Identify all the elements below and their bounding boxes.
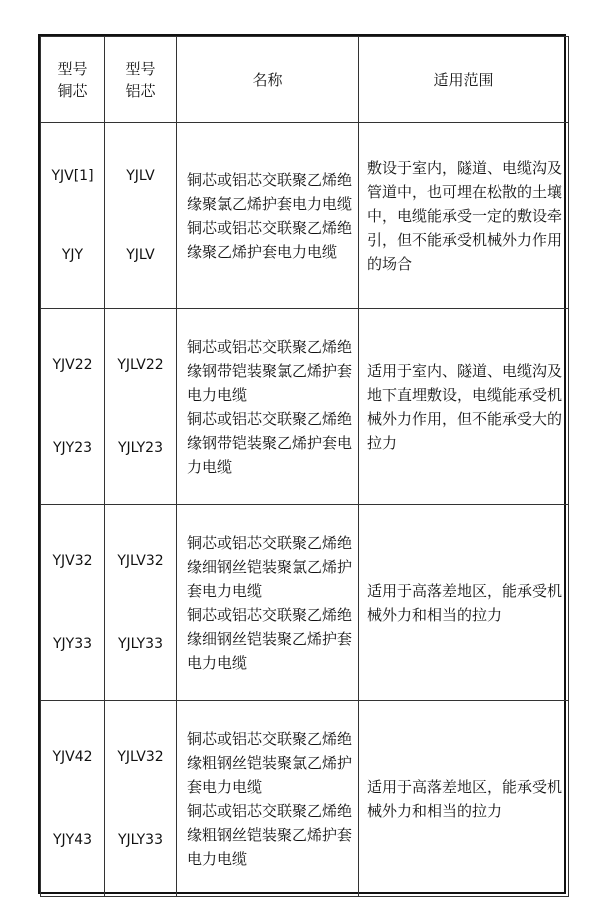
table-row (41, 505, 569, 701)
cable-name: 铜芯或铝芯交联聚乙烯绝缘钢带铠装聚乙烯护套电力电缆 (187, 409, 353, 476)
scope-cell: 敷设于室内，隧道、电缆沟及管道中，也可埋在松散的土壤中，电缆能承受一定的敷设牵引，但不能承受机械外力作用的场合 (359, 123, 569, 309)
header-copper-model-line2: 铜芯 (57, 81, 88, 100)
cable-name: 铜芯或铝芯交联聚乙烯绝缘粗钢丝铠装聚乙烯护套电力电缆 (187, 801, 353, 868)
cable-name: 铜芯或铝芯交联聚乙烯绝缘粗钢丝铠装聚氯乙烯护套电力电缆 (187, 729, 353, 796)
scope-cell: 适用于高落差地区，能承受机械外力和相当的拉力 (359, 701, 569, 897)
aluminum-model-cell (105, 309, 177, 505)
cable-name: 铜芯或铝芯交联聚乙烯绝缘细钢丝铠装聚乙烯护套电力电缆 (187, 605, 353, 672)
copper-model: YJV32 (52, 552, 93, 569)
copper-model: YJY33 (52, 636, 93, 653)
header-copper-model (41, 37, 105, 123)
copper-model-cell (41, 701, 105, 897)
cable-name-cell (177, 309, 359, 505)
header-row (41, 37, 569, 123)
aluminum-model: YJLV32 (117, 748, 164, 765)
cable-name-cell (177, 505, 359, 701)
scope-cell: 适用于室内、隧道、电缆沟及地下直埋敷设，电缆能承受机械外力作用，但不能承受大的拉力 (359, 309, 569, 505)
aluminum-model-cell (105, 123, 177, 309)
header-aluminum-model (105, 37, 177, 123)
copper-model-cell (41, 309, 105, 505)
aluminum-model-cell (105, 505, 177, 701)
table-row (41, 123, 569, 309)
header-name: 名称 (177, 37, 359, 123)
aluminum-model: YJLV32 (117, 552, 164, 569)
copper-model: YJV42 (52, 748, 93, 765)
aluminum-model: YJLV (126, 168, 155, 185)
copper-model-cell (41, 505, 105, 701)
aluminum-model: YJLV (126, 246, 155, 263)
cable-name: 铜芯或铝芯交联聚乙烯绝缘聚乙烯护套电力电缆 (187, 218, 353, 261)
header-scope: 适用范围 (359, 37, 569, 123)
copper-model: YJY (61, 246, 84, 263)
copper-model: YJY43 (52, 832, 93, 849)
cable-name: 铜芯或铝芯交联聚乙烯绝缘聚氯乙烯护套电力电缆 (187, 170, 353, 213)
cable-name: 铜芯或铝芯交联聚乙烯绝缘钢带铠装聚氯乙烯护套电力电缆 (187, 337, 353, 404)
aluminum-model-cell (105, 701, 177, 897)
scope-cell: 适用于高落差地区，能承受机械外力和相当的拉力 (359, 505, 569, 701)
header-aluminum-model-line2: 铝芯 (125, 81, 156, 100)
cable-spec-table (38, 34, 566, 894)
aluminum-model: YJLY23 (118, 440, 163, 457)
cable-name-cell (177, 701, 359, 897)
copper-model: YJV22 (52, 356, 93, 373)
cable-name-cell (177, 123, 359, 309)
table-row (41, 701, 569, 897)
aluminum-model: YJLV22 (117, 356, 164, 373)
table-row (41, 309, 569, 505)
copper-model: YJV[1] (51, 168, 94, 185)
copper-model: YJY23 (52, 440, 93, 457)
header-copper-model-line1: 型号 (57, 59, 88, 78)
header-aluminum-model-line1: 型号 (125, 59, 156, 78)
aluminum-model: YJLY33 (118, 832, 163, 849)
copper-model-cell (41, 123, 105, 309)
aluminum-model: YJLY33 (118, 636, 163, 653)
cable-name: 铜芯或铝芯交联聚乙烯绝缘细钢丝铠装聚氯乙烯护套电力电缆 (187, 533, 353, 600)
cable-table (40, 36, 569, 897)
